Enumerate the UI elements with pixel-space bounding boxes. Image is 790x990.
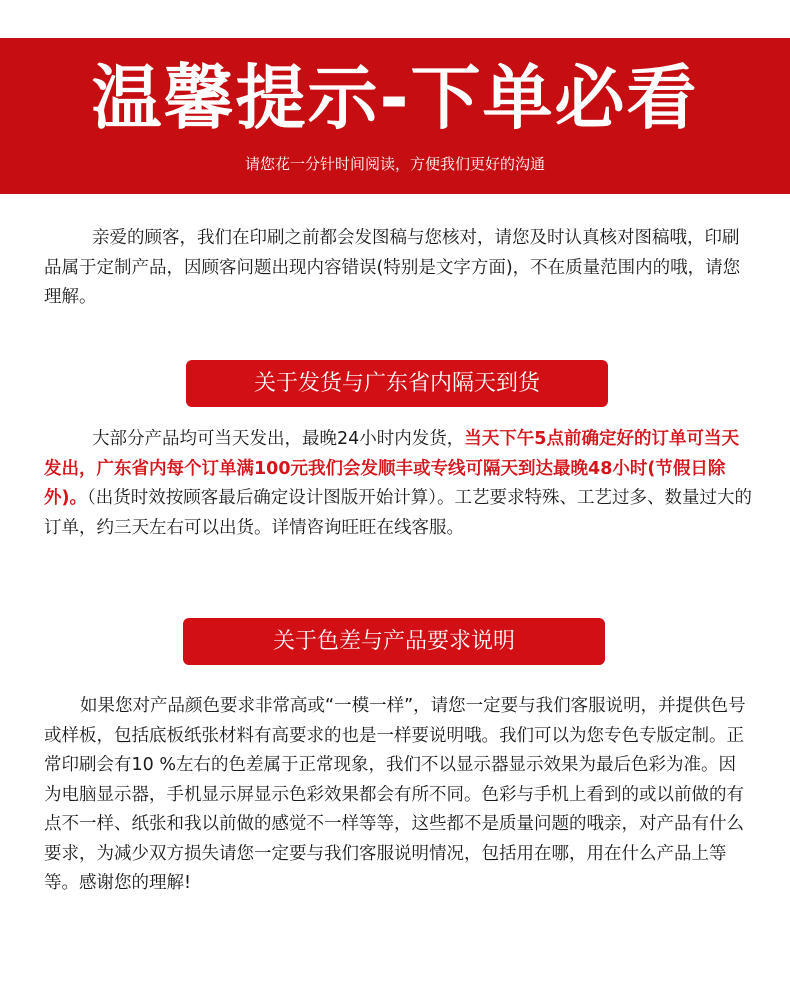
shipping-text-before: 大部分产品均可当天发出，最晚24小时内发货，	[92, 429, 465, 449]
color-text: 如果您对产品颜色要求非常高或“一模一样”，请您一定要与我们客服说明，并提供色号或样板，包括底板纸张材料有高要求的也是一样要说明哦。我们可以为您专色专版定制。正常印刷会有10 %左右的色差属于正常现象，我们不以显示器显示效果为最后色彩为准。因为电脑显示器，手机显示屏显示色彩效果都会有所不同。色彩与手机上看到的或以前做的有点不一样、纸张和我以前做的感觉不一样等等，这些都不是质量问题的哦亲，对产品有什么要求，为减少双方损失请您一定要与我们客服说明情况，包括用在哪，用在什么产品上等等。感谢您的理解!	[44, 696, 746, 893]
title-banner	[0, 38, 790, 194]
shipping-section-header: 关于发货与广东省内隔天到货	[186, 360, 608, 407]
shipping-highlight-text: 当天下午5点前确定好的订单可当天发出，广东省内每个订单满100元我们会发顺丰或专线可隔天到达最晚48小时(节假日除外)。	[44, 429, 739, 508]
intro-text: 亲爱的顾客，我们在印刷之前都会发图稿与您核对，请您及时认真核对图稿哦，印刷品属于定制产品，因顾客问题出现内容错误(特别是文字方面)，不在质量范围内的哦，请您理解。	[44, 228, 741, 307]
color-paragraph	[44, 692, 752, 899]
page-subtitle: 请您花一分针时间阅读，方便我们更好的沟通	[244, 155, 545, 173]
intro-paragraph	[44, 224, 752, 313]
shipping-text-after: （出货时效按顾客最后确定设计图版开始计算）。工艺要求特殊、工艺过多、数量过大的订单，约三天左右可以出货。详情咨询旺旺在线客服。	[44, 488, 752, 538]
shipping-paragraph	[44, 425, 752, 543]
color-section-header: 关于色差与产品要求说明	[183, 618, 605, 665]
page-title: 温馨提示-下单必看	[91, 57, 699, 139]
